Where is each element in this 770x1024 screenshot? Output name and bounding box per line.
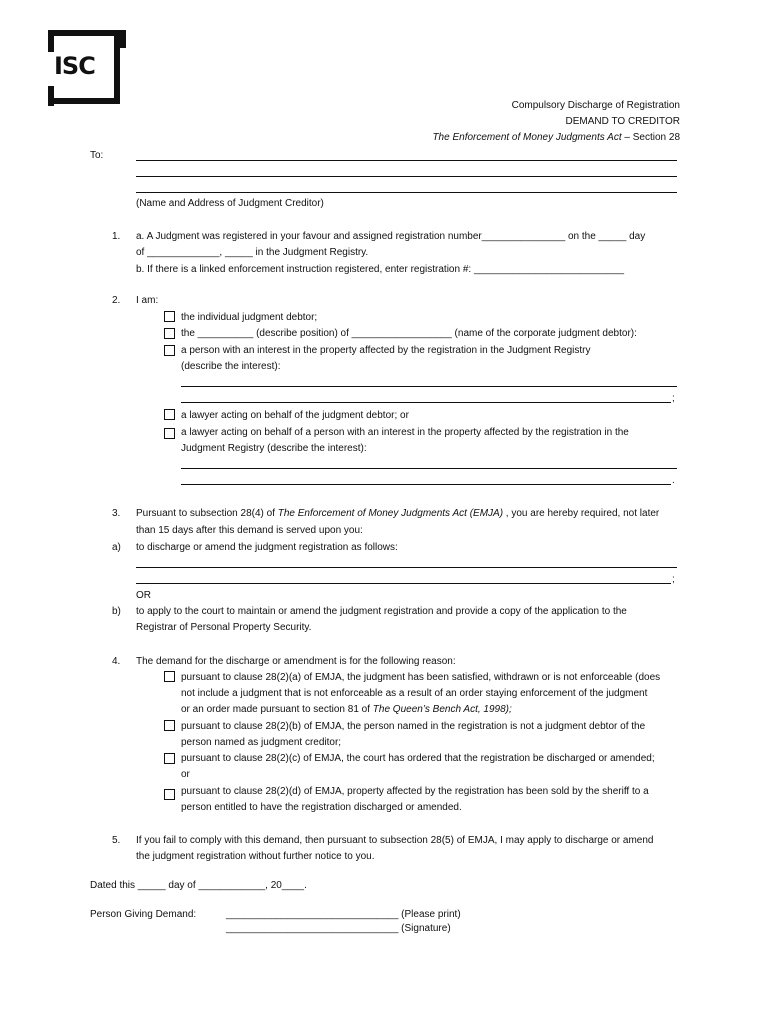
form-subtitle: DEMAND TO CREDITOR: [565, 116, 680, 127]
form-act-reference: [432, 132, 680, 144]
section-3-act: The Enforcement of Money Judgments Act (EMJA): [277, 508, 504, 519]
lawyer-interest-line-1[interactable]: [181, 468, 677, 469]
section-1-line-b: b. If there is a linked enforcement instruction registered, enter registration #: ___________________________: [136, 264, 625, 275]
to-caption: (Name and Address of Judgment Creditor): [136, 198, 324, 209]
reason-b-line-2: person named as judgment creditor;: [181, 737, 342, 748]
section-3b-label: b): [112, 606, 121, 617]
section-1-number: 1.: [112, 231, 121, 242]
option-lawyer-interested: a lawyer acting on behalf of a person with an interest in the property affected by the registration in the: [181, 427, 629, 438]
logo-frame-right: [114, 30, 120, 104]
checkbox-lawyer-debtor[interactable]: [164, 409, 175, 420]
option-individual-debtor: the individual judgment debtor;: [181, 312, 318, 323]
section-3-pre: Pursuant to subsection 28(4) of: [136, 508, 278, 519]
lawyer-interest-line-end: .: [672, 475, 675, 486]
option-corporate-position: the __________ (describe position) of __________________ (name of the corporate judgment debtor):: [181, 328, 637, 339]
reason-d-line-1: pursuant to clause 28(2)(d) of EMJA, property affected by the registration has been sold by the sheriff to a: [181, 786, 649, 797]
option-lawyer-debtor: a lawyer acting on behalf of the judgment debtor; or: [181, 410, 409, 421]
section-3-line-1: [136, 508, 659, 520]
checkbox-reason-a[interactable]: [164, 671, 175, 682]
reason-a-line-2: not include a judgment that is not enforceable as a result of an order staying enforcement of the judgment: [181, 688, 648, 699]
amend-line-end: ;: [672, 574, 675, 585]
section-2-number: 2.: [112, 295, 121, 306]
act-section: – Section 28: [621, 132, 680, 143]
section-3-post: , you are hereby required, not later: [503, 508, 660, 519]
checkbox-individual-debtor[interactable]: [164, 311, 175, 322]
checkbox-interested-person[interactable]: [164, 345, 175, 356]
logo-text: ISC: [54, 52, 95, 80]
reason-a-line-3: [181, 704, 512, 716]
section-3a-label: a): [112, 542, 121, 553]
option-lawyer-interested-detail: Judgment Registry (describe the interest):: [181, 443, 367, 454]
section-2-intro: I am:: [136, 295, 159, 306]
lawyer-interest-line-2[interactable]: [181, 484, 671, 485]
interest-line-2[interactable]: [181, 402, 671, 403]
dated-line: Dated this _____ day of ____________, 20____.: [90, 880, 307, 891]
reason-a-line-1: pursuant to clause 28(2)(a) of EMJA, the judgment has been satisfied, withdrawn or is not enforceable (does: [181, 672, 661, 683]
person-giving-demand-label: Person Giving Demand:: [90, 909, 197, 920]
checkbox-reason-b[interactable]: [164, 720, 175, 731]
act-name: The Enforcement of Money Judgments Act: [432, 132, 622, 143]
section-3b-text: to apply to the court to maintain or amend the judgment registration and provide a copy of the application to the: [136, 606, 627, 617]
checkbox-corporate-position[interactable]: [164, 328, 175, 339]
reason-b-line-1: pursuant to clause 28(2)(b) of EMJA, the person named in the registration is not a judgment debtor of the: [181, 721, 646, 732]
form-title: Compulsory Discharge of Registration: [511, 100, 680, 111]
or-text: OR: [136, 590, 151, 601]
section-3b-text-2: Registrar of Personal Property Security.: [136, 622, 312, 633]
section-5-number: 5.: [112, 835, 121, 846]
signature-field[interactable]: _______________________________ (Signature): [226, 923, 451, 934]
section-3-number: 3.: [112, 508, 121, 519]
interest-line-end: ;: [672, 393, 675, 404]
to-line-3[interactable]: [136, 192, 677, 193]
section-5-line-2: the judgment registration without further notice to you.: [136, 851, 375, 862]
section-1-line-a2: of _____________, _____ in the Judgment Registry.: [136, 247, 369, 258]
to-line-1[interactable]: [136, 160, 677, 161]
section-4-number: 4.: [112, 656, 121, 667]
checkbox-lawyer-interested[interactable]: [164, 428, 175, 439]
logo-frame-bottom: [48, 98, 120, 104]
reason-d-line-2: person entitled to have the registration discharged or amended.: [181, 802, 462, 813]
reason-a-act: The Queen’s Bench Act, 1998);: [372, 704, 512, 715]
reason-a-pre: or an order made pursuant to section 81 of: [181, 704, 373, 715]
option-interested-person: a person with an interest in the property affected by the registration in the Judgment Registry: [181, 345, 591, 356]
reason-c-line-2: or: [181, 769, 190, 780]
amend-line-2[interactable]: [136, 583, 671, 584]
checkbox-reason-c[interactable]: [164, 753, 175, 764]
print-name-field[interactable]: _______________________________ (Please print): [226, 909, 461, 920]
section-3-line-2: than 15 days after this demand is served upon you:: [136, 525, 363, 536]
interest-line-1[interactable]: [181, 386, 677, 387]
section-4-intro: The demand for the discharge or amendment is for the following reason:: [136, 656, 456, 667]
reason-c-line-1: pursuant to clause 28(2)(c) of EMJA, the court has ordered that the registration be discharged or amended;: [181, 753, 655, 764]
section-3a-text: to discharge or amend the judgment registration as follows:: [136, 542, 398, 553]
amend-line-1[interactable]: [136, 567, 677, 568]
to-line-2[interactable]: [136, 176, 677, 177]
option-interested-person-detail: (describe the interest):: [181, 361, 281, 372]
section-1-line-a: a. A Judgment was registered in your favour and assigned registration number_______________ on the _____ day: [136, 231, 646, 242]
section-5-line-1: If you fail to comply with this demand, then pursuant to subsection 28(5) of EMJA, I may apply to discharge or amend: [136, 835, 654, 846]
checkbox-reason-d[interactable]: [164, 789, 175, 800]
to-label: To:: [90, 150, 104, 161]
